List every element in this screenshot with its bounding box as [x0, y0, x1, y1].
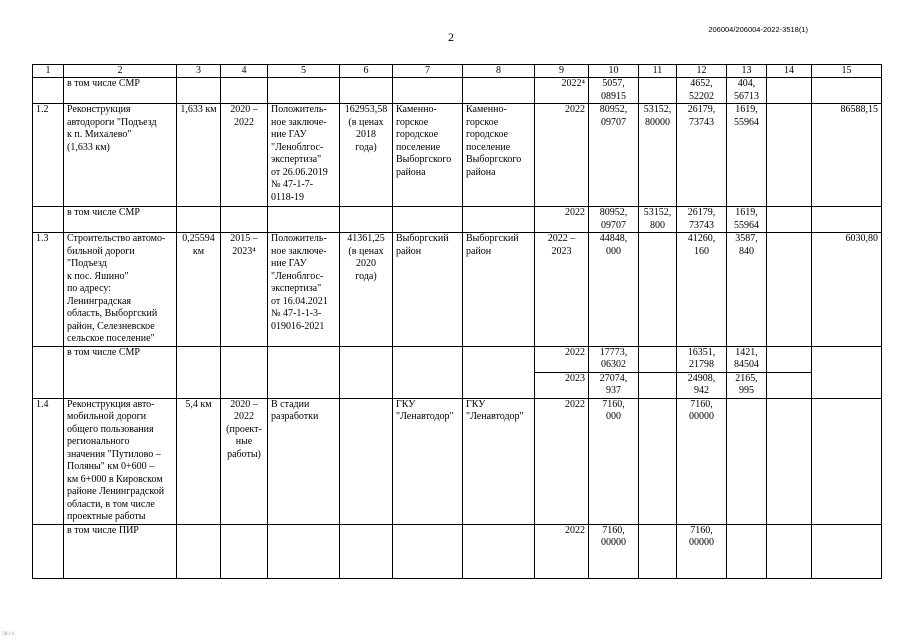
header-cell: 13: [727, 65, 767, 78]
cell-cost: 41361,25 (в ценах 2020 года): [340, 233, 393, 347]
cell-regional: 24908, 942: [677, 372, 727, 398]
cell-regional: 16351, 21798: [677, 346, 727, 372]
header-cell: 8: [463, 65, 535, 78]
cell-customer: Каменно- горское городское поселение Выборгского района: [393, 104, 463, 207]
cell-customer: Выборгский район: [393, 233, 463, 347]
cell-federal: 53152, 800: [639, 207, 677, 233]
cell-total: 17773, 06302: [589, 346, 639, 372]
cell-year: 2023: [535, 372, 589, 398]
table-row: [33, 398, 882, 524]
cell-regional: 26179, 73743: [677, 207, 727, 233]
cell-federal: 53152, 80000: [639, 104, 677, 207]
cell-cost: 162953,58 (в ценах 2018 года): [340, 104, 393, 207]
header-cell: 1: [33, 65, 64, 78]
cell-year: 2022: [535, 104, 589, 207]
footer-mark: 3R1-0: [2, 632, 15, 637]
cell-year: 2022: [535, 346, 589, 372]
header-cell: 2: [64, 65, 177, 78]
investment-table: [32, 64, 882, 579]
cell-num: [33, 78, 64, 104]
cell-total: 5057, 08915: [589, 78, 639, 104]
cell-year: 2022 – 2023: [535, 233, 589, 347]
cell-year: 2022: [535, 524, 589, 578]
cell-remaining: 86588,15: [812, 104, 882, 207]
cell-name: в том числе ПИР: [64, 524, 177, 578]
cell-total: 27074, 937: [589, 372, 639, 398]
cell-year: 2022⁴: [535, 78, 589, 104]
cell-num: 1.2: [33, 104, 64, 207]
table-row: [33, 233, 882, 347]
cell-regional: 4652, 52202: [677, 78, 727, 104]
table-row: [33, 524, 882, 578]
cell-name: Реконструкция авто- мобильной дороги общего пользования регионального значения "Путилово – Поляны" км 0+600 – км 6+000 в Кировском районе Ленинградской области, в том числе проектные работы: [64, 398, 177, 524]
cell-local: 404, 56713: [727, 78, 767, 104]
cell-regional: 41260, 160: [677, 233, 727, 347]
header-cell: 3: [177, 65, 221, 78]
header-cell: 6: [340, 65, 393, 78]
cell-name: в том числе СМР: [64, 346, 177, 398]
cell-local: 1421, 84504: [727, 346, 767, 372]
header-cell: 15: [812, 65, 882, 78]
cell-length: 0,25594 км: [177, 233, 221, 347]
cell-local: 1619, 55964: [727, 104, 767, 207]
cell-regional: 7160, 00000: [677, 398, 727, 524]
header-cell: 4: [221, 65, 268, 78]
cell-recipient: Выборгский район: [463, 233, 535, 347]
cell-remaining: 6030,80: [812, 233, 882, 347]
cell-length: 5,4 км: [177, 398, 221, 524]
cell-name: в том числе СМР: [64, 207, 177, 233]
cell-expertise: В стадии разработки: [268, 398, 340, 524]
header-cell: 9: [535, 65, 589, 78]
document-code: 206004/206004-2022-3518(1): [708, 25, 808, 34]
header-row: [33, 65, 882, 78]
table-row: [33, 346, 882, 372]
cell-recipient: Каменно- горское городское поселение Выборгского района: [463, 104, 535, 207]
header-cell: 7: [393, 65, 463, 78]
cell-total: 7160, 000: [589, 398, 639, 524]
cell-customer: ГКУ "Ленавтодор": [393, 398, 463, 524]
cell-expertise: Положитель- ное заключе- ние ГАУ "Леноблгос- экспертиза" от 26.06.2019 № 47-1-7- 0118-19: [268, 104, 340, 207]
cell-total: 80952, 09707: [589, 104, 639, 207]
cell-period: 2020 – 2022 (проект- ные работы): [221, 398, 268, 524]
cell-year: 2022: [535, 398, 589, 524]
cell-name: в том числе СМР: [64, 78, 177, 104]
cell-num: 1.3: [33, 233, 64, 347]
cell-local: 1619, 55964: [727, 207, 767, 233]
table-row: [33, 78, 882, 104]
table-row: [33, 104, 882, 207]
header-cell: 12: [677, 65, 727, 78]
page-number: 2: [448, 30, 454, 44]
cell-name: Строительство автомо- бильной дороги "Подъезд к пос. Яшино" по адресу: Ленинградская область, Выборгский район, Селезневское сельское поселение": [64, 233, 177, 347]
cell-name: Реконструкция автодороги "Подъезд к п. Михалево" (1,633 км): [64, 104, 177, 207]
cell-local: 2165, 995: [727, 372, 767, 398]
table-row: [33, 207, 882, 233]
cell-expertise: Положитель- ное заключе- ние ГАУ "Леноблгос- экспертиза" от 16.04.2021 № 47-1-1-3- 019016-2021: [268, 233, 340, 347]
cell-regional: 7160, 00000: [677, 524, 727, 578]
cell-local: 3587, 840: [727, 233, 767, 347]
header-cell: 14: [767, 65, 812, 78]
cell-period: 2020 – 2022: [221, 104, 268, 207]
cell-num: 1.4: [33, 398, 64, 524]
cell-period: 2015 – 2023⁴: [221, 233, 268, 347]
cell-recipient: ГКУ "Ленавтодор": [463, 398, 535, 524]
cell-total: 80952, 09707: [589, 207, 639, 233]
header-cell: 11: [639, 65, 677, 78]
header-cell: 10: [589, 65, 639, 78]
cell-total: 44848, 000: [589, 233, 639, 347]
cell-total: 7160, 00000: [589, 524, 639, 578]
header-cell: 5: [268, 65, 340, 78]
cell-year: 2022: [535, 207, 589, 233]
cell-length: 1,633 км: [177, 104, 221, 207]
cell-regional: 26179, 73743: [677, 104, 727, 207]
